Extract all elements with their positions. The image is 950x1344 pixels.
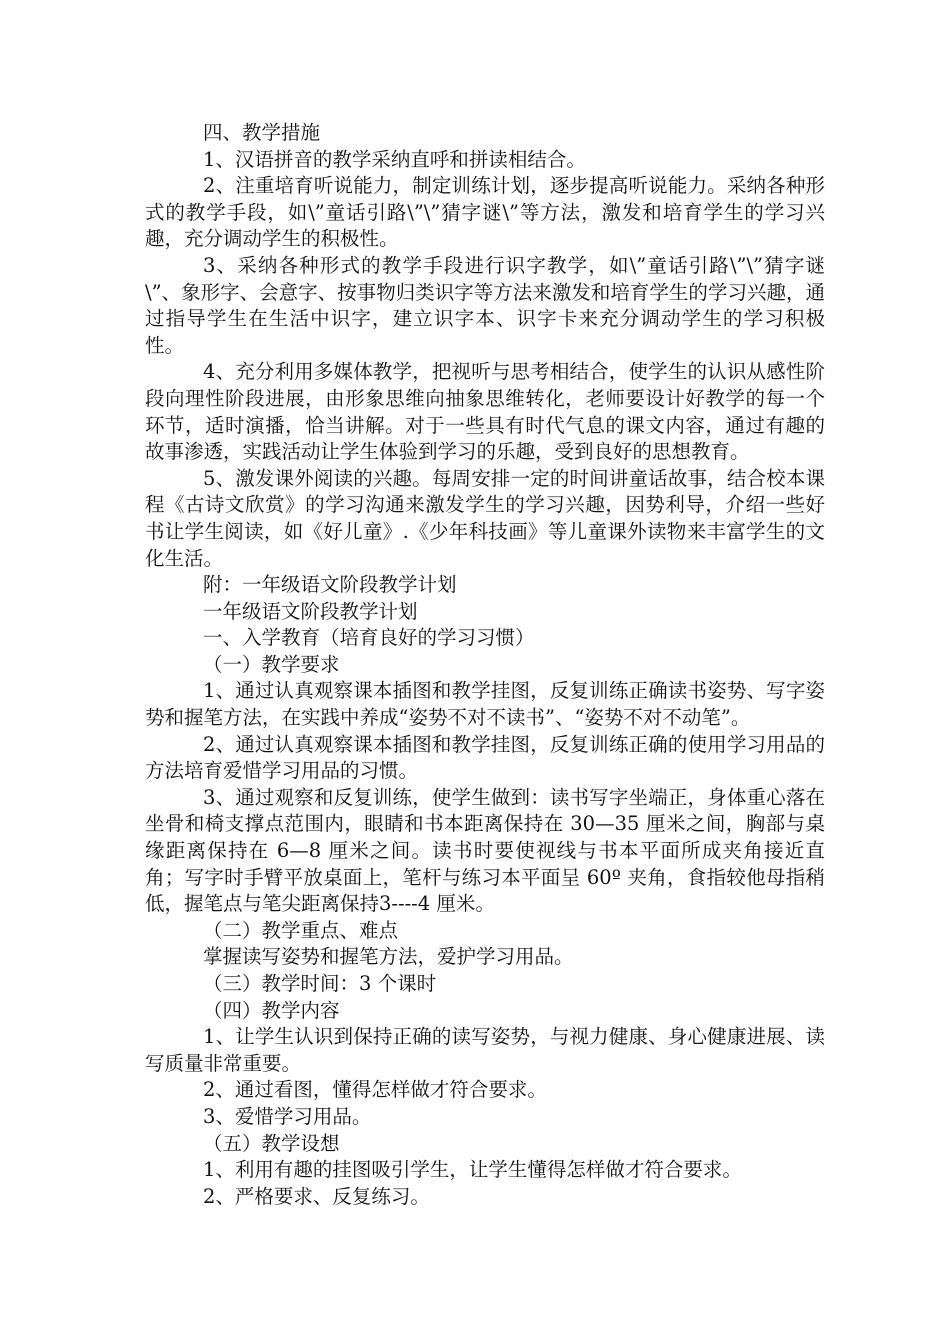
document-page <box>145 120 825 1210</box>
paragraph: 掌握读写姿势和握笔方法，爱护学习用品。 <box>203 945 574 969</box>
subsection-heading: （二）教学重点、难点 <box>203 918 399 942</box>
paragraph: 2、通过认真观察课本插图和教学挂图，反复训练正确的使用学习用品的方法培育爱惜学习用品的习惯。 <box>145 732 825 783</box>
paragraph: 3、采纳各种形式的教学手段进行识字教学，如\”童话引路\”\”猜字谜\”、象形字、会意字、按事物归类识字等方法来激发和培育学生的学习兴趣，通过指导学生在生活中识字，建立识字本、识字卡来充分调动学生的学习积极性。 <box>145 253 825 357</box>
paragraph: 2、严格要求、反复练习。 <box>203 1184 430 1208</box>
paragraph: 3、通过观察和反复训练，使学生做到：读书写字坐端正，身体重心落在坐骨和椅支撑点范围内，眼睛和书本距离保持在 30—35 厘米之间，胸部与桌缘距离保持在 6—8 厘米之间。读书时要使视线与书本平面所成夹角接近直角；写字时手臂平放桌面上，笔杆与练习本平面呈 60º 夹角，食指较他母指稍低，握笔点与笔尖距离保持3----4 厘米。 <box>145 785 825 916</box>
paragraph: 2、注重培育听说能力，制定训练计划，逐步提高听说能力。采纳各种形式的教学手段，如\”童话引路\”\”猜字谜\”等方法，激发和培育学生的学习兴趣，充分调动学生的积极性。 <box>145 174 825 251</box>
appendix-title: 附：一年级语文阶段教学计划 <box>203 573 457 597</box>
paragraph: 3、爱惜学习用品。 <box>203 1104 372 1128</box>
paragraph: 4、充分利用多媒体教学，把视听与思考相结合，使学生的认识从感性阶段向理性阶段进展，由形象思维向抽象思维转化，老师要设计好教学的每一个环节，适时演播，恰当讲解。对于一些具有时代气息的课文内容，通过有趣的故事渗透，实践活动让学生体验到学习的乐趣，受到良好的思想教育。 <box>145 360 825 464</box>
paragraph: 1、通过认真观察课本插图和教学挂图，反复训练正确读书姿势、写字姿势和握笔方法，在实践中养成“姿势不对不读书”、“姿势不对不动笔”。 <box>145 679 825 730</box>
section-heading-orientation: 一、入学教育（培育良好的学习习惯） <box>203 626 535 650</box>
subsection-heading: （五）教学设想 <box>203 1131 340 1155</box>
section-heading-teaching-measures: 四、教学措施 <box>203 121 321 144</box>
paragraph: 1、利用有趣的挂图吸引学生，让学生懂得怎样做才符合要求。 <box>203 1158 742 1182</box>
paragraph: 5、激发课外阅读的兴趣。每周安排一定的时间讲童话故事，结合校本课程《古诗文欣赏》的学习沟通来激发学生的学习兴趣，因势利导，介绍一些好书让学生阅读，如《好儿童》.《少年科技画》等儿童课外读物来丰富学生的文化生活。 <box>145 466 825 570</box>
paragraph: 1、让学生认识到保持正确的读写姿势，与视力健康、身心健康进展、读写质量非常重要。 <box>145 1025 825 1075</box>
subsection-heading: （三）教学时间：3 个课时 <box>203 972 437 995</box>
paragraph: 1、汉语拼音的教学采纳直呼和拼读相结合。 <box>203 147 586 171</box>
subsection-heading: （四）教学内容 <box>203 998 340 1022</box>
subsection-heading: （一）教学要求 <box>203 652 340 676</box>
plan-title: 一年级语文阶段教学计划 <box>203 599 418 623</box>
paragraph: 2、通过看图，懂得怎样做才符合要求。 <box>203 1078 547 1102</box>
